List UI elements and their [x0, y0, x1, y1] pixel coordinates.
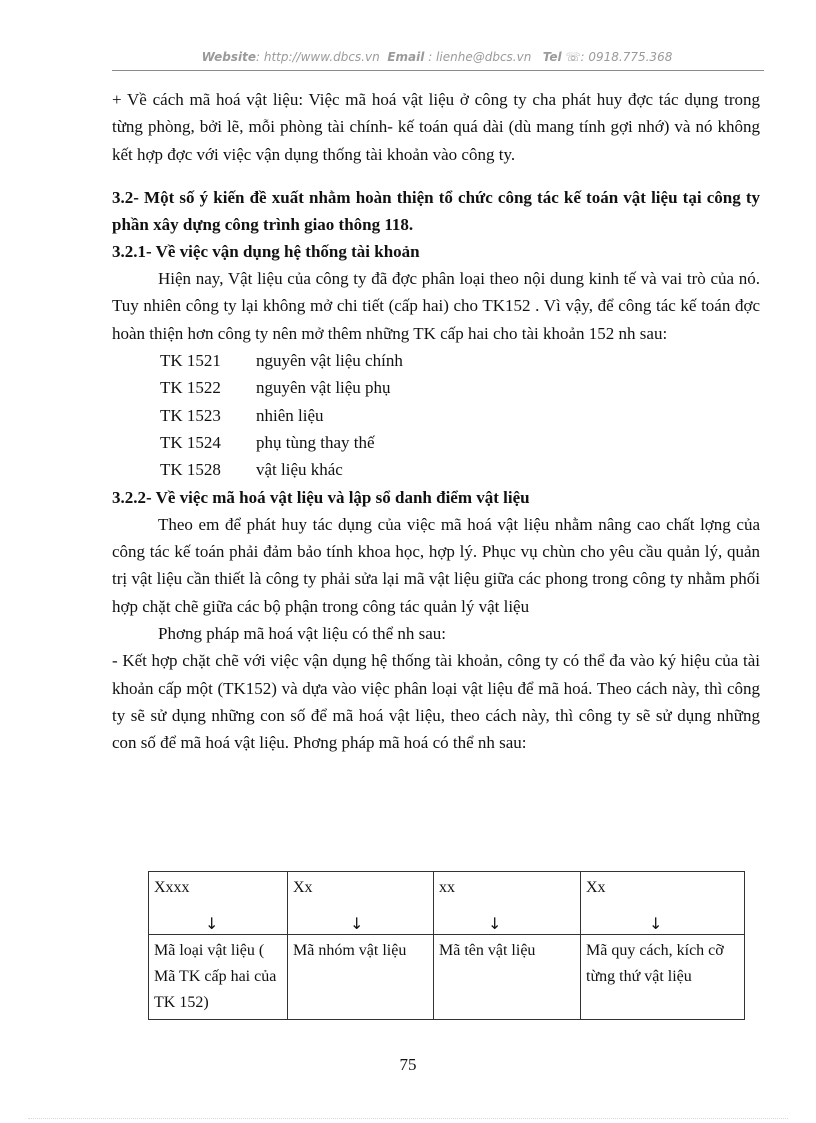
- document-body: [112, 86, 760, 757]
- code-label: xx: [439, 879, 455, 896]
- account-code: TK 1522: [160, 378, 221, 398]
- down-arrow-icon: ↓: [350, 914, 364, 933]
- code-cell: [581, 872, 745, 935]
- section-3-2-2-paragraph-1: Theo em để phát huy tác dụng của việc mã hoá vật liệu nhằm nâng cao chất lợng của công tác kế toán phải đảm bảo tính khoa học, hợp lý. Phục vụ chùn cho yêu cầu quản lý, quản trị vật liệu cần thiết là công ty phải sửa lại mã vật liệu giữa các phong trong công ty nhằm phối hợp chặt chẽ giữa các bộ phận trong công tác quản lý vật liệu: [112, 514, 760, 616]
- section-3-2-1-heading: 3.2.1- Về việc vận dụng hệ thống tài khoản: [112, 241, 420, 261]
- account-name: nguyên vật liệu phụ: [256, 378, 391, 398]
- code-row: [149, 872, 745, 935]
- account-row: [112, 374, 760, 401]
- description-cell: Mã loại vật liệu ( Mã TK cấp hai của TK 152): [149, 935, 288, 1020]
- section-3-2-2-paragraph-3: - Kết hợp chặt chẽ với việc vận dụng hệ thống tài khoản, công ty có thể đa vào ký hiệu của tài khoản cấp một (TK152) và dựa vào việc phân loại vật liệu để mã hoá. Theo cách này, thì công ty sẽ sử dụng những con số để mã hoá vật liệu, theo cách này, thì công ty sẽ sử dụng những con số để mã hoá vật liệu. Phơng pháp mã hoá có thể nh sau:: [112, 651, 760, 753]
- account-name: phụ tùng thay thế: [256, 432, 375, 452]
- account-row: [112, 347, 760, 374]
- account-code: TK 1521: [160, 351, 221, 371]
- material-code-table: [148, 871, 745, 1020]
- down-arrow-icon: ↓: [649, 914, 663, 933]
- account-row: [112, 402, 760, 429]
- account-row: [112, 429, 760, 456]
- page-number: 75: [399, 1055, 417, 1074]
- down-arrow-icon: ↓: [488, 914, 502, 933]
- section-3-2-1-paragraph: Hiện nay, Vật liệu của công ty đã đợc phân loại theo nội dung kinh tế và vai trò của nó. Tuy nhiên công ty lại không mở chi tiết (cấp hai) cho TK152 . Vì vậy, để công tác kế toán đợc hoàn thiện hơn công ty nên mở thêm những TK cấp hai cho tài khoản 152 nh sau:: [112, 269, 760, 343]
- tel-value: : 0918.775.368: [580, 50, 673, 64]
- code-cell: [434, 872, 581, 935]
- description-cell: Mã tên vật liệu: [434, 935, 581, 1020]
- description-cell: Mã nhóm vật liệu: [288, 935, 434, 1020]
- account-row: [112, 456, 760, 483]
- footer-divider: [28, 1118, 788, 1119]
- description-row: [149, 935, 745, 1020]
- account-name: nguyên vật liệu chính: [256, 351, 403, 371]
- description-cell: Mã quy cách, kích cỡ từng thứ vật liệu: [581, 935, 745, 1020]
- website-value: : http://www.dbcs.vn: [255, 50, 380, 64]
- tel-label: Tel: [542, 50, 562, 64]
- account-code: TK 1528: [160, 460, 221, 480]
- down-arrow-icon: ↓: [205, 914, 219, 933]
- header-divider: [112, 70, 764, 71]
- phone-icon: ☏: [565, 50, 581, 64]
- page-header: [112, 50, 762, 64]
- website-label: Website: [201, 50, 256, 64]
- section-3-2-2-paragraph-2: Phơng pháp mã hoá vật liệu có thể nh sau:: [158, 624, 447, 644]
- account-name: nhiên liệu: [256, 405, 324, 425]
- email-value: : lienhe@dbcs.vn: [428, 50, 532, 64]
- section-3-2-heading: 3.2- Một số ý kiến đề xuất nhằm hoàn thiện tổ chức công tác kế toán vật liệu tại công ty phần xây dựng công trình giao thông 118.: [112, 187, 760, 234]
- account-code: TK 1524: [160, 432, 221, 452]
- material-code-table-wrapper: [148, 871, 745, 1020]
- code-cell: [288, 872, 434, 935]
- intro-paragraph: + Về cách mã hoá vật liệu: Việc mã hoá vật liệu ở công ty cha phát huy đợc tác dụng trong từng phòng, bởi lẽ, mỗi phòng tài chính- kế toán quá dài (dù mang tính gợi nhớ) và nó không kết hợp đợc với việc vận dụng thống tài khoản vào công ty.: [112, 90, 760, 164]
- email-label: Email: [387, 50, 425, 64]
- account-name: vật liệu khác: [256, 460, 343, 480]
- account-code: TK 1523: [160, 405, 221, 425]
- code-label: Xxxx: [154, 879, 190, 896]
- code-label: Xx: [586, 879, 606, 896]
- section-3-2-2-heading: 3.2.2- Về việc mã hoá vật liệu và lập sổ danh điểm vật liệu: [112, 487, 530, 507]
- code-label: Xx: [293, 879, 313, 896]
- code-cell: [149, 872, 288, 935]
